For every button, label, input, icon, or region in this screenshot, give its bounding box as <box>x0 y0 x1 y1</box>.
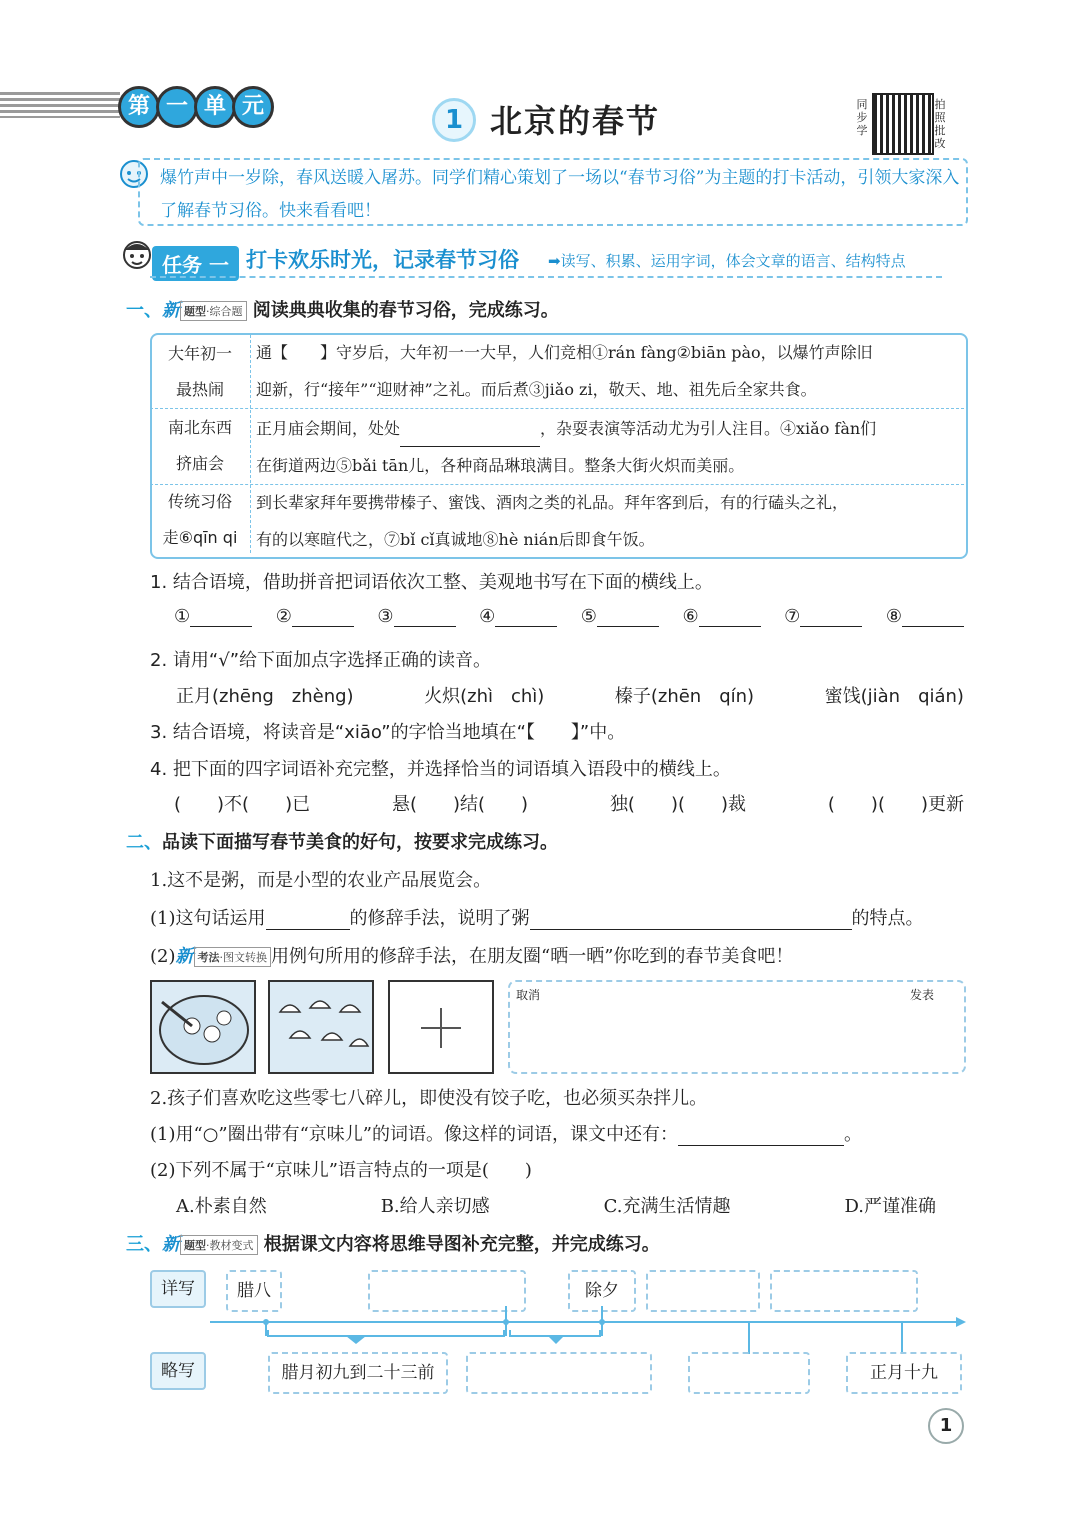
mindmap-box-layue: 腊月初九到二十三前 <box>268 1352 448 1394</box>
question-3: 3. 结合语境，将读音是“xiāo”的字恰当地填在“【 】”中。 <box>150 722 626 743</box>
sentence-2: 2.孩子们喜欢吃这些零七八碎儿，即使没有饺子吃，也必须买杂拌儿。 <box>150 1088 708 1109</box>
idiom-blank[interactable]: ( )不( )已 <box>174 794 311 815</box>
section3-heading: 三、新 题型·教材变式 根据课文内容将思维导图补充完整，并完成练习。 <box>126 1234 660 1255</box>
question-1: 1. 结合语境，借助拼音把词语依次工整、美观地书写在下面的横线上。 <box>150 572 713 593</box>
mindmap-box-laba: 腊八 <box>226 1270 282 1312</box>
idiom-blank[interactable]: ( )( )更新 <box>827 794 964 815</box>
choice-a[interactable]: A.朴素自然 <box>176 1196 267 1217</box>
task-divider <box>150 276 942 278</box>
unit-char-1: 第 <box>118 86 160 128</box>
answer-blank[interactable]: ② <box>276 606 354 627</box>
s2-question-1: (1)用“○”圈出带有“京味儿”的词语。像这样的词语，课文中还有： 。 <box>150 1124 863 1145</box>
student-avatar-icon <box>120 238 154 276</box>
table-row-label: 传统习俗 走⑥qīn qi <box>162 492 238 547</box>
mindmap-box-chuxi: 除夕 <box>568 1270 636 1312</box>
question-4: 4. 把下面的四字词语补充完整，并选择恰当的词语填入语段中的横线上。 <box>150 759 731 780</box>
choice-d[interactable]: D.严谨准确 <box>844 1196 936 1217</box>
answer-blank[interactable]: ⑥ <box>682 606 760 627</box>
dumpling-soup-image <box>150 980 256 1074</box>
sentence-1: 1.这不是粥，而是小型的农业产品展览会。 <box>150 870 492 891</box>
choice-c[interactable]: C.充满生活情趣 <box>603 1196 731 1217</box>
qr-left-text: 同步学 <box>856 98 868 137</box>
unit-char-2: 一 <box>156 86 198 128</box>
s1-question-2: (2)新 考法·图文转换 用例句所用的修辞手法，在朋友圈“晒一晒”你吃到的春节美食吧！ <box>150 946 794 967</box>
post-publish-button[interactable]: 发表 <box>910 988 935 1002</box>
unit-char-3: 单 <box>194 86 236 128</box>
post-cancel-button[interactable]: 取消 <box>516 988 541 1002</box>
table-row-text: 正月庙会期间，处处 ，杂耍表演等活动尤为引人注目。④xiǎo fàn们 在街道两边⑤bǎi tān儿，各种商品琳琅满目。整条大街火炽而美丽。 <box>256 419 877 475</box>
qr-code-icon[interactable] <box>872 93 934 155</box>
answer-blank[interactable]: ① <box>174 606 252 627</box>
unit-char-4: 元 <box>232 86 274 128</box>
answer-blank[interactable] <box>400 428 540 447</box>
answer-blank[interactable]: ③ <box>377 606 455 627</box>
section1-heading: 一、新 题型·综合题 阅读典典收集的春节习俗，完成练习。 <box>126 300 559 321</box>
q4-words <box>174 790 964 816</box>
s2-question-2: (2)下列不属于“京味儿”语言特点的一项是( ) <box>150 1160 532 1181</box>
table-column-divider <box>250 335 251 553</box>
pinyin-option[interactable]: 正月(zhēng zhèng) <box>176 686 354 707</box>
s2-choices <box>176 1192 936 1218</box>
timeline-arrow <box>206 1306 970 1354</box>
plus-icon <box>390 982 492 1072</box>
answer-blank[interactable]: ⑤ <box>581 606 659 627</box>
page-number: 1 <box>928 1408 964 1444</box>
answer-blank[interactable] <box>266 911 350 930</box>
task-title: 打卡欢乐时光，记录春节习俗 <box>246 248 519 272</box>
question-2: 2. 请用“√”给下面加点字选择正确的读音。 <box>150 650 492 671</box>
lesson-number: 1 <box>432 98 476 142</box>
dumplings-plate-image <box>268 980 374 1074</box>
choice-b[interactable]: B.给人亲切感 <box>380 1196 490 1217</box>
table-row-label: 大年初一 最热闹 <box>167 344 232 399</box>
task-subtitle: ➡读写、积累、运用字词，体会文章的语言、结构特点 <box>548 252 906 270</box>
table-row-divider <box>150 408 964 409</box>
pinyin-option[interactable]: 蜜饯(jiàn qián) <box>824 686 964 707</box>
header-stripes <box>0 92 120 118</box>
mindmap-box-end: 正月十九 <box>846 1352 962 1394</box>
table-row-text: 到长辈家拜年要携带榛子、蜜饯、酒肉之类的礼品。拜年客到后，有的行磕头之礼， 有的以寒暄代之，⑦bǐ cǐ真诚地⑧hè nián后即食午饭。 <box>256 493 849 549</box>
pinyin-option[interactable]: 榛子(zhēn qín) <box>614 686 755 707</box>
q1-blanks <box>174 606 964 627</box>
mindmap-blank[interactable] <box>466 1352 652 1394</box>
answer-blank[interactable] <box>530 911 852 930</box>
detail-label: 详写 <box>150 1270 206 1308</box>
intro-text: 爆竹声中一岁除，春风送暖入屠苏。同学们精心策划了一场以“春节习俗”为主题的打卡活动，引领大家深入了解春节习俗。快来看看吧！ <box>160 168 960 221</box>
answer-blank[interactable]: ⑧ <box>886 606 964 627</box>
table-row-label: 南北东西 挤庙会 <box>167 418 232 473</box>
pinyin-option[interactable]: 火炽(zhì chì) <box>424 686 545 707</box>
task-chip: 任务 一 <box>152 246 239 281</box>
answer-blank[interactable]: ⑦ <box>784 606 862 627</box>
idiom-blank[interactable]: 悬( )结( ) <box>391 794 529 815</box>
answer-blank[interactable] <box>678 1127 844 1146</box>
post-textarea[interactable] <box>508 980 966 1074</box>
brief-label: 略写 <box>150 1352 206 1390</box>
section2-heading: 二、品读下面描写春节美食的好句，按要求完成练习。 <box>126 832 558 853</box>
answer-blank[interactable]: ④ <box>479 606 557 627</box>
mindmap-blank[interactable] <box>688 1352 810 1394</box>
add-photo-button[interactable] <box>388 980 494 1074</box>
table-row-text: 通【 】守岁后，大年初一一大早，人们竞相①rán fàng②biān pào，以爆竹声除旧 迎新，行“接年”“迎财神”之礼。而后煮③jiǎo zi，敬天、地、祖先后全家共食。 <box>256 343 873 399</box>
lesson-title: 北京的春节 <box>490 102 661 140</box>
qr-right-text: 拍照批改 <box>934 98 946 150</box>
q2-options <box>176 682 964 708</box>
idiom-blank[interactable]: 独( )( )裁 <box>609 794 747 815</box>
s1-question-1: (1)这句话运用 的修辞手法，说明了粥 的特点。 <box>150 908 924 929</box>
